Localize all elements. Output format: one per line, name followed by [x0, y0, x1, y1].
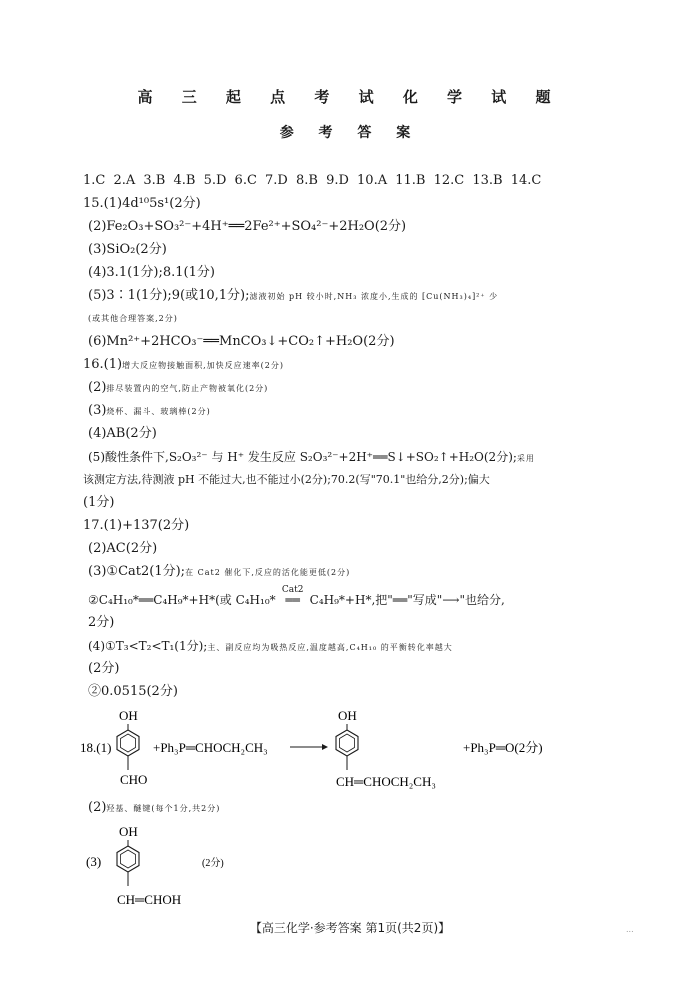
q15-line5-explanation: 滤液初始 pH 较小时,NH₃ 浓度小,生成的 [Cu(NH₃)₄]²⁺ 少 — [249, 292, 499, 301]
q17-line6-reason: 主、副反应均为吸热反应,温度越高,C₄H₁₀ 的平衡转化率越大 — [207, 643, 453, 652]
q18-part3-score: (2分) — [202, 858, 224, 869]
q15-line4: (4)3.1(1分);8.1(1分) — [88, 265, 215, 280]
page-subtitle: 参 考 答 案 — [279, 125, 421, 141]
q17-line4-tail: C₄H₉*+H*,把"══"写成"⟶"也给分, — [309, 593, 505, 607]
q16-line5-tail: 采用 — [516, 454, 535, 463]
q15-line5-answer: (5)3∶1(1分);9(或10,1分); — [88, 288, 250, 303]
q16-line2 — [88, 380, 268, 397]
q16-line3-text: 烧杯、漏斗、玻璃棒(2分) — [106, 407, 211, 416]
benzene-inner-3 — [121, 850, 136, 868]
benzene-inner-1 — [121, 734, 136, 752]
q15-line6: (6)Mn²⁺+2HCO₃⁻══MnCO₃↓+CO₂↑+H₂O(2分) — [88, 334, 395, 349]
corner-mark: ... — [626, 925, 634, 934]
q18-number: 18.(1) — [80, 740, 112, 755]
q17-line3-answer: (3)①Cat2(1分); — [88, 564, 186, 579]
q18-line2-text: 羟基、醚键(每个1分,共2分) — [106, 804, 221, 813]
q16-line5 — [88, 449, 535, 467]
q17-line8: ②0.0515(2分) — [88, 684, 178, 699]
product-side-chain: CH═CHOCH₂CH₃ — [336, 774, 436, 789]
reaction-arrowhead — [322, 744, 328, 750]
cho-label: CHO — [120, 772, 148, 787]
q17-line3 — [88, 564, 350, 581]
q17-line4-equation: ②C₄H₁₀*══C₄H₉*+H*(或 C₄H₁₀* — [88, 593, 276, 607]
q17-line7: (2分) — [88, 661, 120, 676]
byproduct: +Ph₃P═O(2分) — [463, 740, 543, 755]
q16-line3 — [88, 403, 211, 420]
page-footer: 【高三化学·参考答案 第1页(共2页)】 — [249, 921, 451, 935]
q18-part3-structure — [86, 820, 326, 910]
q16-line1-text: 增大反应物接触面积,加快反应速率(2分) — [122, 361, 284, 370]
oh-label-3: OH — [119, 824, 138, 839]
benzene-inner-2 — [340, 734, 355, 752]
q15-line1: 15.(1)4d¹⁰5s¹(2分) — [83, 196, 201, 211]
oh-label-1: OH — [119, 708, 138, 723]
q15-line2: (2)Fe₂O₃+SO₃²⁻+4H⁺══2Fe²⁺+SO₄²⁻+2H₂O(2分) — [88, 219, 407, 234]
q16-line4: (4)AB(2分) — [88, 426, 157, 441]
q17-line4 — [88, 585, 505, 608]
q17-line2: (2)AC(2分) — [88, 541, 158, 556]
q16-line6: 该测定方法,待测液 pH 不能过大,也不能过小(2分);70.2(写"70.1"也给分,2分);偏大 — [83, 473, 490, 486]
q16-line7: (1分) — [83, 495, 115, 510]
mcq-answers: 1.C 2.A 3.B 4.B 5.D 6.C 7.D 8.B 9.D 10.A 11.B 12.C 13.B 14.C — [83, 173, 542, 188]
q16-line1-number: 16.(1) — [83, 357, 123, 372]
page-title: 高 三 起 点 考 试 化 学 试 题 — [137, 88, 563, 106]
q17-line1: 17.(1)+137(2分) — [83, 518, 190, 533]
catalyst-arrow: Cat2 ══ — [276, 592, 310, 608]
q16-line5-answer: (5)酸性条件下,S₂O₃²⁻ 与 H⁺ 发生反应 S₂O₃²⁻+2H⁺══S↓+SO₂↑+H₂O(2分); — [88, 450, 517, 464]
q17-line5: 2分) — [88, 615, 115, 630]
part3-side-chain: CH═CHOH — [117, 892, 182, 907]
q17-line6-answer: (4)①T₃<T₂<T₁(1分); — [88, 639, 208, 653]
q15-line5 — [88, 288, 498, 305]
q17-line3-reason: 在 Cat2 催化下,反应的活化能更低(2分) — [185, 568, 351, 577]
q16-line2-text: 排尽装置内的空气,防止产物被氧化(2分) — [106, 384, 269, 393]
catalyst-label: Cat2 — [281, 585, 304, 595]
q16-line3-number: (3) — [88, 403, 107, 418]
q15-line5-note: (或其他合理答案,2分) — [88, 314, 178, 323]
oh-label-2: OH — [338, 708, 357, 723]
q18-line2 — [88, 800, 220, 817]
q17-line6 — [88, 638, 453, 656]
q18-line2-number: (2) — [88, 800, 107, 815]
wittig-reagent: +Ph₃P═CHOCH₂CH₃ — [153, 740, 268, 755]
q15-line3: (3)SiO₂(2分) — [88, 242, 167, 257]
q16-line2-number: (2) — [88, 380, 107, 395]
q16-line1 — [83, 357, 284, 374]
q18-part3-number: (3) — [86, 854, 102, 869]
